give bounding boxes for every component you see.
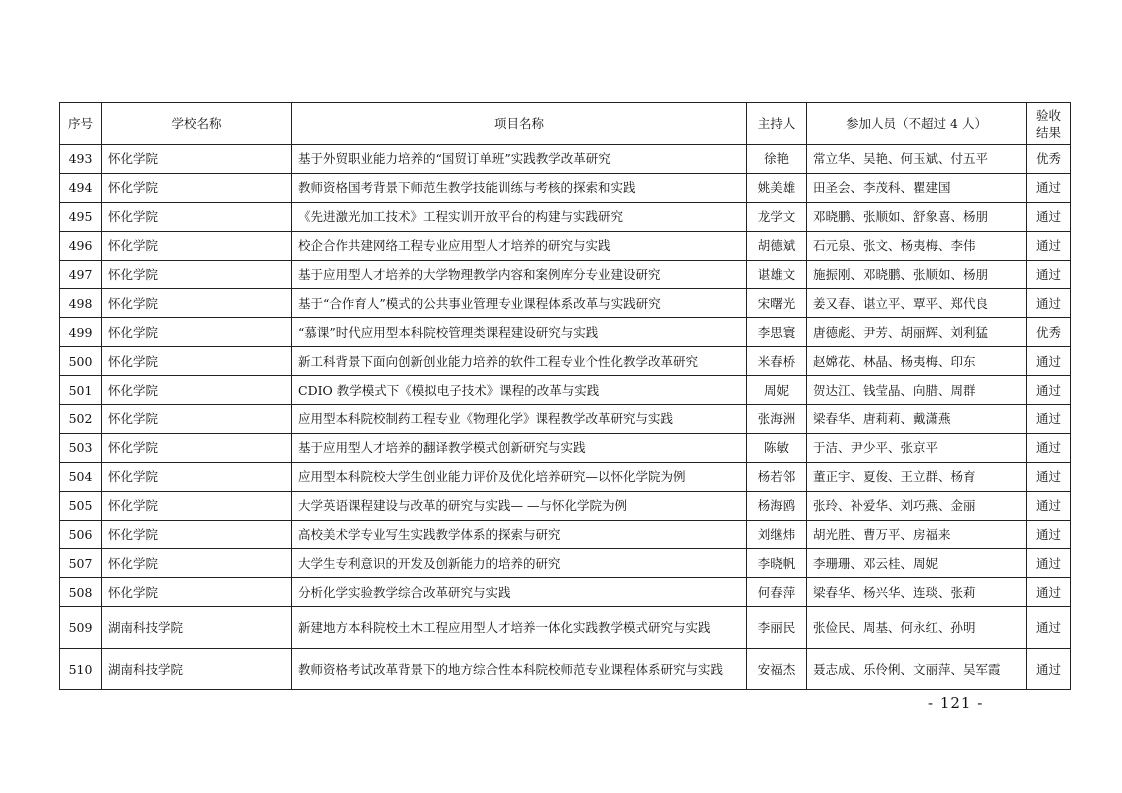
table-row [60, 520, 1071, 549]
table-row [60, 173, 1071, 202]
table-row [60, 462, 1071, 491]
cell-members: 姜又春、谌立平、覃平、郑代良 [807, 289, 1027, 318]
cell-no: 500 [60, 347, 102, 376]
table-row [60, 347, 1071, 376]
cell-result: 优秀 [1027, 318, 1071, 347]
cell-project: 大学英语课程建设与改革的研究与实践— —与怀化学院为例 [292, 491, 747, 520]
header-no: 序号 [60, 103, 102, 145]
cell-result: 通过 [1027, 347, 1071, 376]
cell-members: 董正宇、夏俊、王立群、杨育 [807, 462, 1027, 491]
cell-leader: 米春桥 [747, 347, 807, 376]
cell-project: 新建地方本科院校土木工程应用型人才培养一体化实践教学模式研究与实践 [292, 607, 747, 649]
cell-members: 梁春华、杨兴华、连琰、张莉 [807, 578, 1027, 607]
cell-school: 怀化学院 [102, 376, 292, 405]
cell-leader: 杨若邻 [747, 462, 807, 491]
table-row [60, 202, 1071, 231]
table-row [60, 607, 1071, 649]
cell-no: 504 [60, 462, 102, 491]
cell-members: 于洁、尹少平、张京平 [807, 433, 1027, 462]
cell-result: 通过 [1027, 648, 1071, 690]
cell-leader: 宋曙光 [747, 289, 807, 318]
cell-result: 通过 [1027, 405, 1071, 434]
cell-project: 应用型本科院校制药工程专业《物理化学》课程教学改革研究与实践 [292, 405, 747, 434]
table-row [60, 145, 1071, 174]
cell-leader: 周妮 [747, 376, 807, 405]
cell-project: 教师资格国考背景下师范生教学技能训练与考核的探索和实践 [292, 173, 747, 202]
table-row [60, 405, 1071, 434]
cell-project: 教师资格考试改革背景下的地方综合性本科院校师范专业课程体系研究与实践 [292, 648, 747, 690]
cell-members: 田圣会、李茂科、瞿建国 [807, 173, 1027, 202]
cell-no: 494 [60, 173, 102, 202]
cell-leader: 谌雄文 [747, 260, 807, 289]
cell-school: 怀化学院 [102, 145, 292, 174]
cell-members: 胡光胜、曹万平、房福来 [807, 520, 1027, 549]
cell-project: 《先进激光加工技术》工程实训开放平台的构建与实践研究 [292, 202, 747, 231]
cell-members: 常立华、吴艳、何玉斌、付五平 [807, 145, 1027, 174]
cell-project: 高校美术学专业写生实践教学体系的探索与研究 [292, 520, 747, 549]
table-row [60, 289, 1071, 318]
cell-school: 湖南科技学院 [102, 648, 292, 690]
table-row [60, 648, 1071, 690]
cell-no: 507 [60, 549, 102, 578]
table-row [60, 491, 1071, 520]
cell-school: 怀化学院 [102, 549, 292, 578]
cell-result: 通过 [1027, 433, 1071, 462]
cell-result: 通过 [1027, 376, 1071, 405]
cell-no: 499 [60, 318, 102, 347]
cell-result: 通过 [1027, 202, 1071, 231]
header-school: 学校名称 [102, 103, 292, 145]
cell-no: 505 [60, 491, 102, 520]
cell-project: 大学生专利意识的开发及创新能力的培养的研究 [292, 549, 747, 578]
page-number: - 121 - [928, 694, 984, 712]
cell-school: 怀化学院 [102, 231, 292, 260]
cell-school: 怀化学院 [102, 318, 292, 347]
table-body [60, 145, 1071, 690]
cell-school: 怀化学院 [102, 520, 292, 549]
cell-project: 应用型本科院校大学生创业能力评价及优化培养研究—以怀化学院为例 [292, 462, 747, 491]
cell-result: 通过 [1027, 607, 1071, 649]
cell-no: 501 [60, 376, 102, 405]
cell-leader: 徐艳 [747, 145, 807, 174]
cell-members: 贺达江、钱莹晶、向腊、周群 [807, 376, 1027, 405]
cell-project: 基于应用型人才培养的翻译教学模式创新研究与实践 [292, 433, 747, 462]
cell-leader: 何春萍 [747, 578, 807, 607]
cell-no: 493 [60, 145, 102, 174]
cell-no: 496 [60, 231, 102, 260]
cell-result: 通过 [1027, 289, 1071, 318]
header-project: 项目名称 [292, 103, 747, 145]
cell-result: 通过 [1027, 578, 1071, 607]
cell-no: 502 [60, 405, 102, 434]
header-result [1027, 103, 1071, 145]
header-leader: 主持人 [747, 103, 807, 145]
cell-members: 张俭民、周基、何永红、孙明 [807, 607, 1027, 649]
cell-members: 赵嫦花、林晶、杨夷梅、印东 [807, 347, 1027, 376]
cell-school: 湖南科技学院 [102, 607, 292, 649]
table-row [60, 231, 1071, 260]
cell-result: 优秀 [1027, 145, 1071, 174]
cell-project: 基于“合作育人”模式的公共事业管理专业课程体系改革与实践研究 [292, 289, 747, 318]
cell-result: 通过 [1027, 491, 1071, 520]
cell-school: 怀化学院 [102, 462, 292, 491]
cell-members: 施振刚、邓晓鹏、张顺如、杨朋 [807, 260, 1027, 289]
cell-project: 基于外贸职业能力培养的“国贸订单班”实践教学改革研究 [292, 145, 747, 174]
table-row [60, 549, 1071, 578]
cell-project: 新工科背景下面向创新创业能力培养的软件工程专业个性化教学改革研究 [292, 347, 747, 376]
table-row [60, 260, 1071, 289]
cell-no: 506 [60, 520, 102, 549]
cell-no: 510 [60, 648, 102, 690]
header-result-line1: 验收 [1035, 107, 1061, 123]
cell-school: 怀化学院 [102, 491, 292, 520]
cell-project: 基于应用型人才培养的大学物理教学内容和案例库分专业建设研究 [292, 260, 747, 289]
cell-members: 唐德彪、尹芳、胡丽辉、刘利猛 [807, 318, 1027, 347]
cell-leader: 李思寰 [747, 318, 807, 347]
cell-no: 509 [60, 607, 102, 649]
cell-result: 通过 [1027, 520, 1071, 549]
cell-project: CDIO 教学模式下《模拟电子技术》课程的改革与实践 [292, 376, 747, 405]
cell-result: 通过 [1027, 231, 1071, 260]
cell-no: 495 [60, 202, 102, 231]
cell-project: 校企合作共建网络工程专业应用型人才培养的研究与实践 [292, 231, 747, 260]
cell-leader: 陈敏 [747, 433, 807, 462]
cell-school: 怀化学院 [102, 578, 292, 607]
cell-leader: 李丽民 [747, 607, 807, 649]
cell-project: “慕课”时代应用型本科院校管理类课程建设研究与实践 [292, 318, 747, 347]
cell-result: 通过 [1027, 260, 1071, 289]
cell-no: 497 [60, 260, 102, 289]
cell-members: 梁春华、唐莉莉、戴潇燕 [807, 405, 1027, 434]
cell-result: 通过 [1027, 173, 1071, 202]
cell-no: 508 [60, 578, 102, 607]
table-header-row [60, 103, 1071, 145]
cell-result: 通过 [1027, 462, 1071, 491]
cell-school: 怀化学院 [102, 433, 292, 462]
cell-members: 石元泉、张文、杨夷梅、李伟 [807, 231, 1027, 260]
table-row [60, 318, 1071, 347]
cell-members: 聂志成、乐伶俐、文丽萍、吴军霞 [807, 648, 1027, 690]
cell-leader: 刘继炜 [747, 520, 807, 549]
header-members: 参加人员（不超过 4 人） [807, 103, 1027, 145]
cell-school: 怀化学院 [102, 347, 292, 376]
cell-leader: 张海洲 [747, 405, 807, 434]
header-result-line2: 结果 [1035, 124, 1061, 140]
table-row [60, 433, 1071, 462]
cell-members: 张玲、补爱华、刘巧燕、金丽 [807, 491, 1027, 520]
cell-leader: 姚美雄 [747, 173, 807, 202]
cell-leader: 胡德斌 [747, 231, 807, 260]
cell-leader: 龙学文 [747, 202, 807, 231]
cell-leader: 安福杰 [747, 648, 807, 690]
table-row [60, 578, 1071, 607]
cell-leader: 李晓帆 [747, 549, 807, 578]
cell-school: 怀化学院 [102, 289, 292, 318]
project-acceptance-table [59, 102, 1071, 690]
cell-school: 怀化学院 [102, 405, 292, 434]
cell-school: 怀化学院 [102, 260, 292, 289]
cell-project: 分析化学实验教学综合改革研究与实践 [292, 578, 747, 607]
cell-members: 李珊珊、邓云桂、周妮 [807, 549, 1027, 578]
cell-no: 503 [60, 433, 102, 462]
cell-leader: 杨海鸥 [747, 491, 807, 520]
cell-result: 通过 [1027, 549, 1071, 578]
cell-no: 498 [60, 289, 102, 318]
table-row [60, 376, 1071, 405]
cell-school: 怀化学院 [102, 173, 292, 202]
cell-members: 邓晓鹏、张顺如、舒象喜、杨朋 [807, 202, 1027, 231]
cell-school: 怀化学院 [102, 202, 292, 231]
